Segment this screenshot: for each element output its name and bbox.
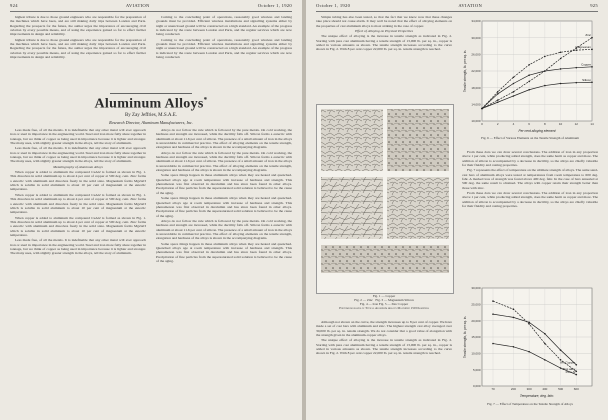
micrograph-zinc — [387, 109, 449, 171]
chart-x-tick-label: 200 — [510, 387, 516, 391]
right-page-number: 925 — [590, 3, 598, 8]
chart-data-point — [528, 351, 530, 353]
left-col2-para1b: Alloys do not follow the rule which is followed by the pure metals. On cold working, the hardness and strength are increased, while the ductility falls off. Silicon forms a eutectic with aluminum at about 11.6 per cent of silicon. The presence of a small amount of iron in the alloys is unavoidable in commercial practice. The effect of alloying elements on the tensile strength, elongation and hardness of the alloys is shown in the accompanying diagrams. — [156, 150, 292, 173]
chart-data-point — [575, 371, 577, 373]
chart-y-tick-label: 10,000 — [471, 119, 481, 124]
chart-y-tick-label: 22,000 — [471, 69, 481, 74]
left-col2-para2b: Some space things happen in these aluminum alloys when they are heated and quenched. Quenched alloys age at room temperature with increase of hardness and strength. This phenomenon was first observed in duralumin and has since been found in other alloys. Precipitation of fine particles from the supersaturated solid solution is believed to be the cause of the aging. — [156, 196, 292, 218]
caption-fig2-3: Fig. 2 — Zinc Fig. 3 — Magnesium Silicon — [354, 298, 414, 302]
chart-data-point — [513, 346, 515, 348]
left-journal-name: AVIATION — [125, 3, 150, 8]
right-col2-para2b: From these data we can draw several conclusions. The addition of iron in any proportion above 1 per cent, while producing added strength, does the same harm as copper and more. The addition of silicon is accompanied by a decrease in ductility, so the alloys are chiefly valuable for their fluidity and casting properties. — [462, 191, 598, 209]
left-page-number: 924 — [10, 3, 18, 8]
chart-data-point — [560, 58, 562, 60]
right-issue-date: October 1, 1920 — [316, 3, 351, 8]
chart-y-tick-label: 25,000 — [471, 302, 481, 307]
left-col1-para1: Less made free, of all the metals. It is indefinable that any other metal will ever approach iron or steel in importance in the engineering world. Steel and iron more fully share together in tonnage, but we think of copper as being used in importance because it is lighter and stronger. The many uses, with slightly greater strength in the alloys, tell the story of aluminum. — [10, 128, 146, 146]
chart-data-point — [544, 85, 546, 87]
section-heading-effect-alloying: Effect of Alloying on Physical Properties — [354, 29, 414, 34]
chart-data-point — [575, 364, 577, 366]
chart-data-point — [544, 56, 546, 58]
right-col1-para2: The unique effect of alloying is the increase in tensile strength as indicated in Fig. 2. Starting with pure cast aluminum having a tensile strength of 13,000 lb. per sq. in., copper is added in various amounts as shown. The tensile strength increases according to the curve shown in Fig. 2. With 8 per cent copper 22,000 lb. per sq. in. tensile strength is reached. — [316, 34, 452, 52]
right-col1-top — [316, 15, 452, 101]
chart-data-point — [575, 49, 577, 51]
micrograph-iron — [387, 177, 449, 239]
chart-y-tick-label: 10,000 — [471, 351, 481, 356]
chart-data-point — [492, 313, 494, 315]
chart-data-point — [528, 64, 530, 66]
chart-y-tick-label: 14,000 — [471, 102, 481, 107]
caption-fig1: Fig. 1 — Copper — [372, 294, 396, 298]
caption-micrographs: Photomicrographs of Typical Aluminum Alloys Magnified 150 Diameters — [339, 306, 429, 310]
right-page-header — [316, 3, 598, 12]
chart-data-point — [575, 67, 577, 69]
chart-y-tick-label: 18,000 — [471, 85, 481, 90]
chart-x-tick-label: 4 — [512, 122, 515, 126]
chart-series-label: Zinc alloy — [562, 366, 576, 371]
chart-data-point — [544, 359, 546, 361]
chart-data-point — [497, 91, 499, 93]
chart-data-point — [513, 91, 515, 93]
chart-x-tick-label: 10 — [558, 122, 563, 126]
chart-series-label: Pure Al — [565, 370, 576, 375]
article-title: Aluminum Alloys* — [94, 96, 208, 112]
chart-data-point — [544, 333, 546, 335]
chart-data-point — [528, 322, 530, 324]
chart-data-point — [513, 317, 515, 319]
chart-x-tick-label: 600 — [573, 387, 579, 391]
left-col1-top-text: highest tribute is due to those ground engineers who are responsible for the preparation of the machines which have been, and are still making daily trips between London and Paris. Regarding the prospects for the future, the author urges the importance of encouraging civil aviation by every possible means, and of using the experience gained so far to effect further improvements in design and reliability. — [10, 15, 146, 37]
chart-data-point — [492, 300, 494, 302]
chart-x-tick-label: 0 — [481, 122, 483, 126]
left-col1-para2d: Less made free, of all the metals. It is indefinable that any other metal will ever approach iron or steel in importance in the engineering world. Steel and iron more fully share together in tonnage, but we think of copper as being used in importance because it is lighter and stronger. The many uses, with slightly greater strength in the alloys, tell the story of aluminum. — [10, 238, 146, 256]
micrograph-captions — [316, 294, 452, 310]
chart-y-tick-label: 15,000 — [471, 335, 481, 340]
chart-x-tick-label: 12 — [574, 122, 578, 126]
right-col2-para2: Fig. 7 represents the effect of temperature on the ultimate strength of alloys. The same sand-cast bars of aluminum alloys were tested at temperatures from room temperature to 600 deg. fahr. A marked loss of strength was found above 400 deg. fahr. In the case of bars annealed at 500 deg. the same result is obtained. The alloys with copper retain their strength better than those with zinc. — [462, 168, 598, 190]
chart-x-axis-label: Per cent alloying element — [518, 129, 556, 133]
chart-data-point — [560, 367, 562, 369]
chart-data-point — [544, 343, 546, 345]
temperature-strength-chart — [462, 282, 598, 400]
chart-data-point — [560, 83, 562, 85]
left-col2-body — [156, 128, 292, 416]
left-col2-para2c: Alloys do not follow the rule which is followed by the pure metals. On cold working, the hardness and strength are increased, while the ductility falls off. Silicon forms a eutectic with aluminum at about 11.6 per cent of silicon. The presence of a small amount of iron in the alloys is unavoidable in commercial practice. The effect of alloying elements on the tensile strength, elongation and hardness of the alloys is shown in the accompanying diagrams. — [156, 218, 292, 241]
chart-x-tick-label: 2 — [496, 122, 499, 126]
chart-data-point — [528, 89, 530, 91]
micrograph-panels — [317, 105, 453, 293]
chart-data-point — [497, 99, 499, 101]
chart-data-point — [513, 83, 515, 85]
chart-x-tick-label: 14 — [590, 122, 594, 126]
chart-y-tick-label: 26,000 — [471, 52, 481, 57]
chart-data-point — [575, 374, 577, 376]
right-journal-name: AVIATION — [458, 3, 483, 8]
chart-data-point — [560, 68, 562, 70]
chart-data-point — [497, 93, 499, 95]
tensile-strength-chart — [462, 15, 598, 135]
micrograph-zinc-copper — [321, 245, 449, 273]
chart-data-point — [591, 49, 593, 51]
chart-y-tick-label: 30,000 — [471, 286, 481, 291]
right-col2-middle — [462, 150, 598, 278]
chart-data-point — [513, 308, 515, 310]
chart-series-label: Copper — [581, 62, 591, 67]
left-col1-para2b: When copper is added to aluminum the compound CuAl2 is formed as shown in Fig. 1. This dissolves in solid aluminum up to about 4 per cent of copper at 500 deg. cent. Zinc forms a eutectic with aluminum and dissolves freely in the solid state. Magnesium forms Mg2Al3 which is soluble in solid aluminum to about 10 per cent of magnesium at the eutectic temperature. — [10, 192, 146, 215]
chart-y-axis-label: Tensile strength, lb. per sq. in. — [463, 49, 467, 93]
chart-data-point — [492, 343, 494, 345]
micrograph-magnesium — [321, 177, 383, 239]
chart-data-point — [513, 76, 515, 78]
chart-data-point — [560, 51, 562, 53]
left-col2-para2d: Some space things happen in these aluminum alloys when they are heated and quenched. Quenched alloys age at room temperature with increase of hardness and strength. This phenomenon was first observed in duralumin and has since been found in other alloys. Precipitation of fine particles from the supersaturated solid solution is believed to be the cause of the aging. — [156, 241, 292, 263]
left-issue-date: October 1, 1920 — [257, 3, 292, 8]
chart-data-point — [591, 37, 593, 39]
temperature-chart-caption: Fig. 7 — Effect of Temperature on the Tensile Strength of Alloys — [487, 402, 573, 406]
left-col1-para1b: Less made free, of all the metals. It is indefinable that any other metal will ever approach iron or steel in importance in the engineering world. Steel and iron more fully share together in tonnage, but we think of copper as being used in importance because it is lighter and stronger. The many uses, with slightly greater strength in the alloys, tell the story of aluminum. — [10, 146, 146, 164]
right-col1-bottom — [316, 320, 452, 416]
left-col1-para2c: When copper is added to aluminum the compound CuAl2 is formed as shown in Fig. 1. This dissolves in solid aluminum up to about 4 per cent of copper at 500 deg. cent. Zinc forms a eutectic with aluminum and dissolves freely in the solid state. Magnesium forms Mg2Al3 which is soluble in solid aluminum to about 10 per cent of magnesium at the eutectic temperature. — [10, 215, 146, 237]
chart-data-point — [481, 108, 483, 110]
chart-x-tick-label: 8 — [544, 122, 546, 126]
chart-data-point — [497, 101, 499, 103]
article-divider — [110, 93, 192, 94]
micrograph-copper — [321, 109, 383, 171]
section-heading-metallography: Metallography of Aluminum Alloys — [53, 164, 103, 169]
left-col2-top-text: Coming to the concluding point of operations, reasonably good wireless and landing grounds must be provided. Efficient wireless installations and signalling systems either by night or unenclosed ground will be constructed on a high standard. An example of the progress is indicated by the route between London and Paris, and the regular services which are now being conducted. — [156, 15, 292, 37]
left-col1-para2: When copper is added to aluminum the compound CuAl2 is formed as shown in Fig. 1. This dissolves in solid aluminum up to about 4 per cent of copper at 500 deg. cent. Zinc forms a eutectic with aluminum and dissolves freely in the solid state. Magnesium forms Mg2Al3 which is soluble in solid aluminum to about 10 per cent of magnesium at the eutectic temperature. — [10, 170, 146, 192]
chart-data-point — [528, 74, 530, 76]
article-byline: By Zay Jeffries, M.S.A.E. — [124, 113, 178, 118]
left-col2-top-text-b: Coming to the concluding point of operations, reasonably good wireless and landing grounds must be provided. Efficient wireless installations and signalling systems either by night or unenclosed ground will be constructed on a high standard. An example of the progress is indicated by the route between London and Paris, and the regular services which are now being conducted. — [156, 37, 292, 60]
chart-y-tick-label: 0,000 — [472, 384, 481, 389]
chart-data-point — [528, 81, 530, 83]
chart-x-tick-label: 400 — [542, 387, 548, 391]
chart-series-label: 8% Copper — [560, 360, 576, 365]
chart-data-point — [575, 82, 577, 84]
chart-series-label: Zinc — [585, 33, 591, 38]
chart-data-point — [513, 95, 515, 97]
chart-y-tick-label: 20,000 — [471, 318, 481, 323]
chart-y-tick-label: 30,000 — [471, 35, 481, 40]
chart-data-point — [528, 323, 530, 325]
chart-series-label: Magnesium — [575, 44, 591, 49]
left-page-header — [10, 3, 292, 12]
article-affiliation: Research Director, Aluminum Manufacturers, Inc. — [109, 120, 193, 125]
tensile-chart-caption: Fig. 6 — Effect of Various Elements on the Tensile Strength of Aluminum — [481, 136, 579, 140]
chart-x-tick-label: 500 — [558, 387, 564, 391]
right-col2-para1: From these data we can draw several conclusions. The addition of iron in any proportion above 1 per cent, while producing added strength, does the same harm as copper and more. The addition of silicon is accompanied by a decrease in ductility, so the alloys are chiefly valuable for their fluidity and casting properties. — [462, 150, 598, 168]
left-col2-para2: Some space things happen in these aluminum alloys when they are heated and quenched. Quenched alloys age at room temperature with increase of hardness and strength. This phenomenon was first observed in duralumin and has since been found in other alloys. Precipitation of fine particles from the supersaturated solid solution is believed to be the cause of the aging. — [156, 173, 292, 195]
chart-x-tick-label: 6 — [528, 122, 530, 126]
left-col1-top — [10, 15, 146, 91]
micrograph-figure — [316, 104, 454, 294]
chart-data-point — [544, 70, 546, 72]
chart-y-tick-label: 34,000 — [471, 19, 481, 24]
tensile-chart-container — [462, 15, 598, 135]
left-col2-top — [156, 15, 292, 91]
chart-series-label: Silicon — [582, 77, 591, 82]
right-page — [306, 0, 608, 420]
left-col1-body — [10, 128, 146, 416]
chart-y-axis-label: Tensile strength, lb. per sq. in. — [463, 315, 467, 359]
chart-data-point — [560, 359, 562, 361]
temperature-chart-container — [462, 282, 598, 400]
chart-x-axis-label: Temperature, deg. fahr. — [519, 394, 555, 398]
left-page — [0, 0, 302, 420]
chart-data-point — [591, 66, 593, 68]
right-col1-para1: Simple tubing has also been tested, so that the fact that we know now that these changes take place should not cause alarm. It may well be noted that the effect of alloying elements on the properties of cast aluminum alloys is most striking in the case of copper. — [316, 15, 452, 28]
chart-y-tick-label: 5,000 — [472, 367, 481, 372]
left-col1-top-text-b: highest tribute is due to those ground engineers who are responsible for the preparation of the machines which have been, and are still making daily trips between London and Paris. Regarding the prospects for the future, the author urges the importance of encouraging civil aviation by every possible means, and of using the experience gained so far to effect further improvements in design and reliability. — [10, 37, 146, 60]
chart-data-point — [560, 349, 562, 351]
chart-data-point — [591, 81, 593, 83]
right-col1-para3: Although not shown on the curve, the strength increases up to 8 per cent of copper. We have made a set of cast bars with aluminum and zinc. The highest strength cast alloy averaged over 30,000 lb. per sq. in. tensile strength. We do not consider that a good value of elongation with the strength given in the aluminum-copper alloys. — [316, 320, 452, 338]
caption-fig4-5: Fig. 4 — Iron Fig. 5 — Zinc Copper — [359, 302, 409, 306]
right-col1-para3b: The unique effect of alloying is the increase in tensile strength as indicated in Fig. 2. Starting with pure cast aluminum having a tensile strength of 13,000 lb. per sq. in., copper is added in various amounts as shown. The tensile strength increases according to the curve shown in Fig. 2. With 8 per cent copper 22,000 lb. per sq. in. tensile strength is reached. — [316, 338, 452, 356]
left-col2-para1: Alloys do not follow the rule which is followed by the pure metals. On cold working, the hardness and strength are increased, while the ductility falls off. Silicon forms a eutectic with aluminum at about 11.6 per cent of silicon. The presence of a small amount of iron in the alloys is unavoidable in commercial practice. The effect of alloying elements on the tensile strength, elongation and hardness of the alloys is shown in the accompanying diagrams. — [156, 128, 292, 150]
chart-x-tick-label: 70 — [491, 387, 495, 391]
chart-x-tick-label: 300 — [526, 387, 532, 391]
